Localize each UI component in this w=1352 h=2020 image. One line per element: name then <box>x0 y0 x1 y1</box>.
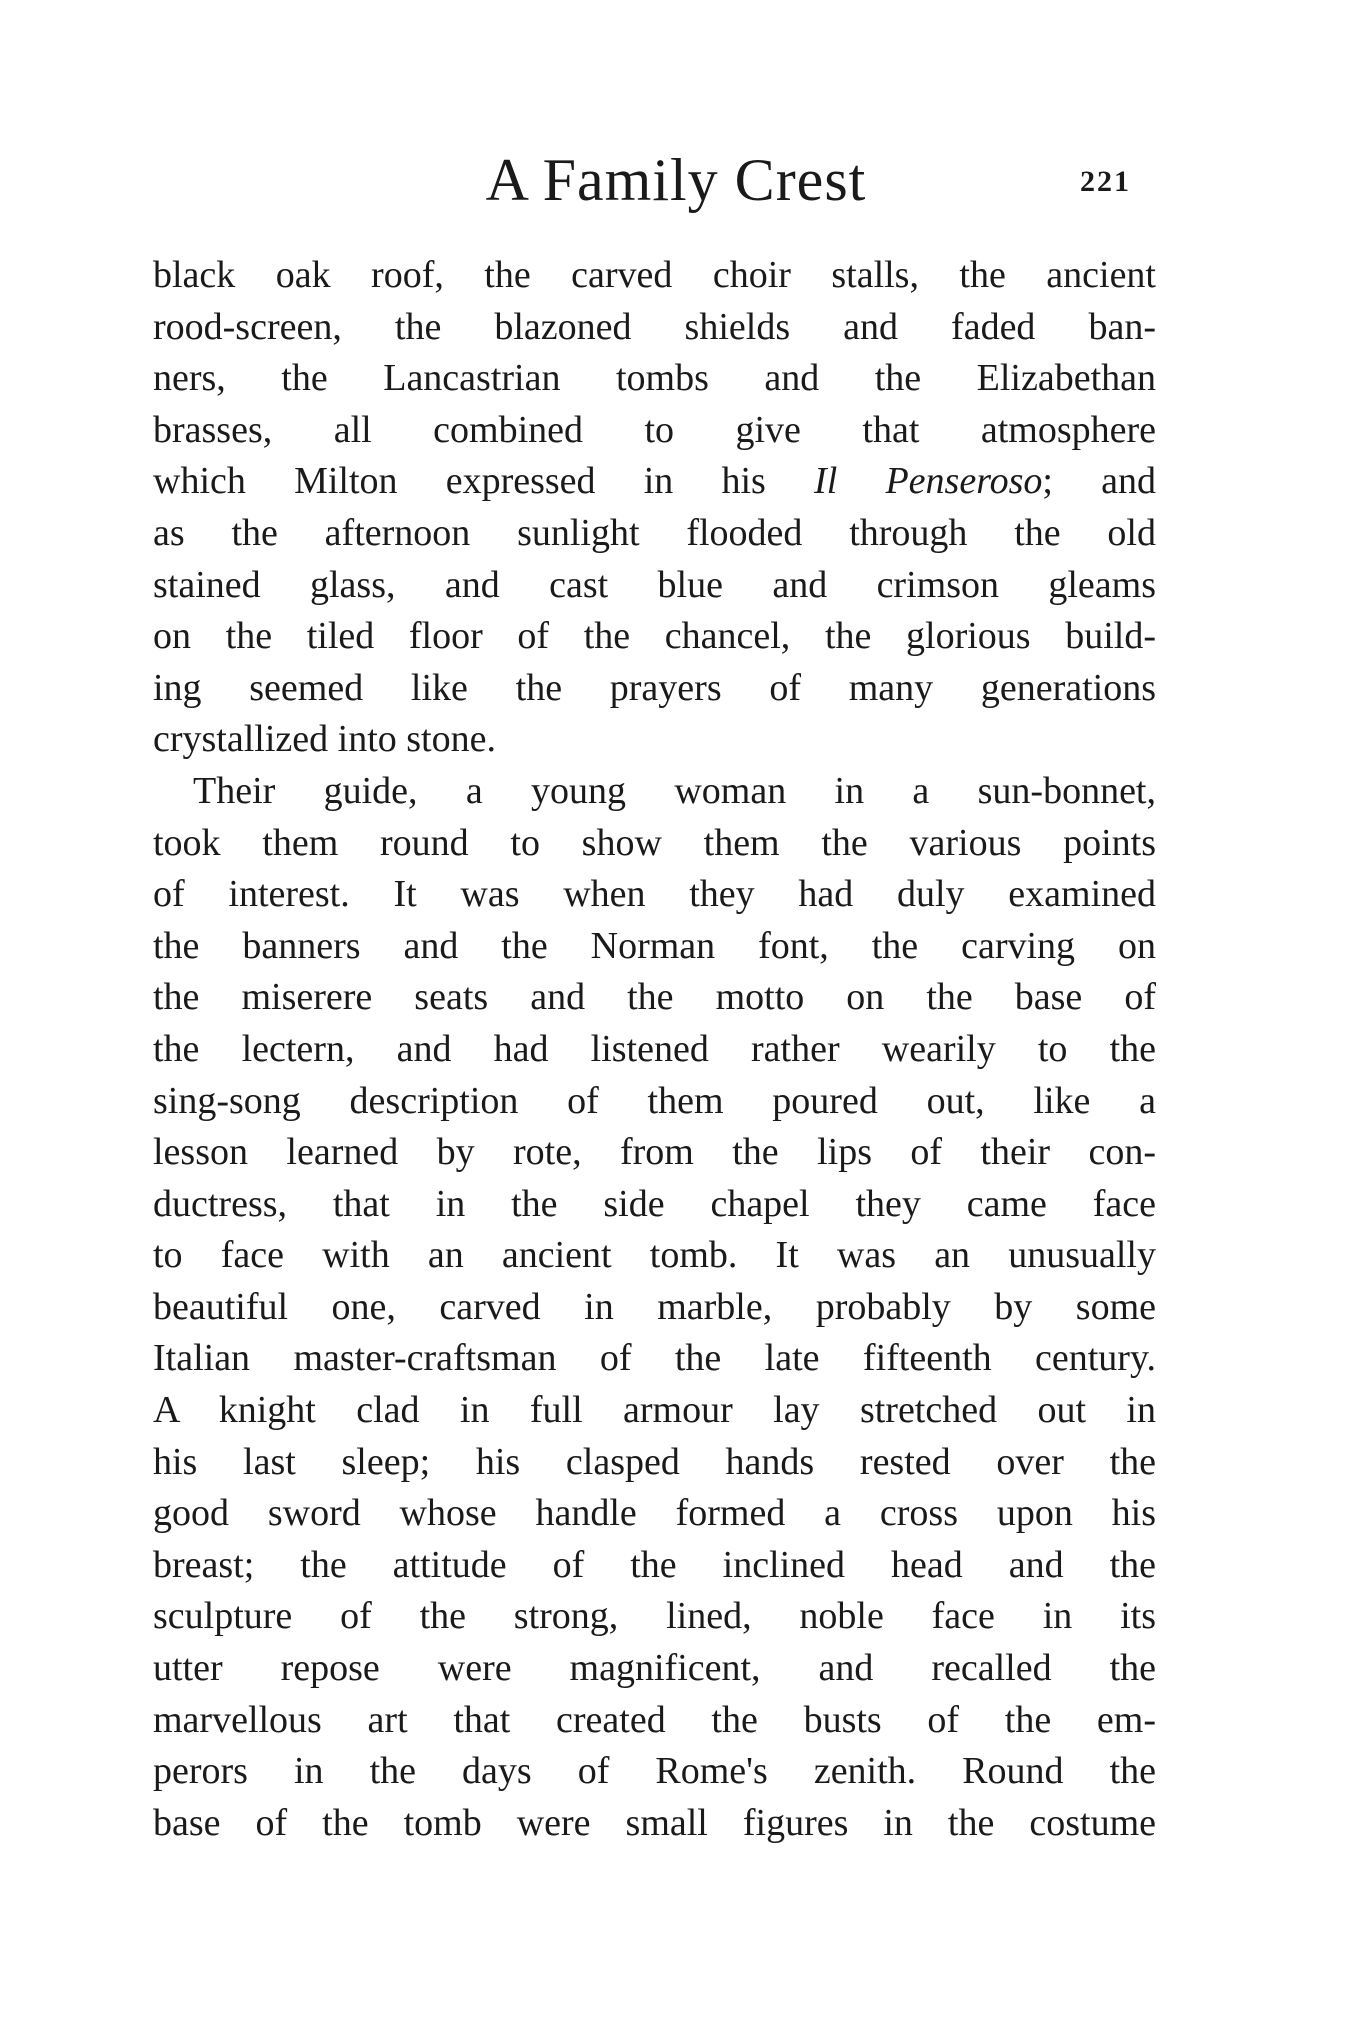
text-line: the miserere seats and the motto on the base of <box>153 976 1156 1019</box>
text-line: his last sleep; his clasped hands rested over the <box>153 1440 1156 1483</box>
text-line: good sword whose handle formed a cross upon his <box>153 1492 1156 1535</box>
text-line: as the afternoon sunlight flooded through the old <box>153 511 1156 554</box>
text-line <box>153 456 1156 508</box>
text-line: utter repose were magnificent, and recalled the <box>153 1647 1156 1690</box>
text-line: stained glass, and cast blue and crimson gleams <box>153 563 1156 606</box>
text-line: ners, the Lancastrian tombs and the Elizabethan <box>153 357 1156 400</box>
text-line: the banners and the Norman font, the carving on <box>153 924 1156 967</box>
text-line: the lectern, and had listened rather wearily to the <box>153 1027 1156 1070</box>
text-line: breast; the attitude of the inclined head and the <box>153 1543 1156 1586</box>
page-number: 221 <box>1080 165 1131 198</box>
text-line: black oak roof, the carved choir stalls, the ancient <box>153 254 1156 296</box>
text-line: to face with an ancient tomb. It was an unusually <box>153 1234 1156 1277</box>
text-line: marvellous art that created the busts of the em- <box>153 1698 1156 1741</box>
text-line: rood-screen, the blazoned shields and faded ban- <box>153 305 1156 348</box>
body-text <box>153 250 1156 1849</box>
page-header <box>0 140 1352 230</box>
text-line: beautiful one, carved in marble, probably by some <box>153 1285 1156 1328</box>
text-line: Italian master-craftsman of the late fifteenth century. <box>153 1337 1156 1380</box>
text-line: sculpture of the strong, lined, noble face in its <box>153 1595 1156 1638</box>
text-line: ductress, that in the side chapel they came face <box>153 1182 1156 1225</box>
text-segment: ; and <box>1042 460 1156 503</box>
text-line: A knight clad in full armour lay stretched out in <box>153 1389 1156 1432</box>
text-line: perors in the days of Rome's zenith. Round the <box>153 1750 1156 1793</box>
text-line: sing-song description of them poured out, like a <box>153 1079 1156 1122</box>
italic-title: Il Penseroso <box>814 460 1043 503</box>
running-title: A Family Crest <box>485 147 867 213</box>
text-line: base of the tomb were small figures in the costume <box>153 1801 1156 1844</box>
paragraph-start-line: Their guide, a young woman in a sun-bonnet, <box>193 769 1156 812</box>
text-line: lesson learned by rote, from the lips of their con- <box>153 1131 1156 1174</box>
text-line: brasses, all combined to give that atmosphere <box>153 408 1156 451</box>
paragraph-end-line: crystallized into stone. <box>153 718 496 761</box>
text-line: of interest. It was when they had duly examined <box>153 873 1156 916</box>
text-line: on the tiled floor of the chancel, the glorious build- <box>153 615 1156 658</box>
text-line: took them round to show them the various points <box>153 821 1156 864</box>
text-line: ing seemed like the prayers of many generations <box>153 666 1156 709</box>
text-segment: which Milton expressed in his <box>153 460 815 503</box>
